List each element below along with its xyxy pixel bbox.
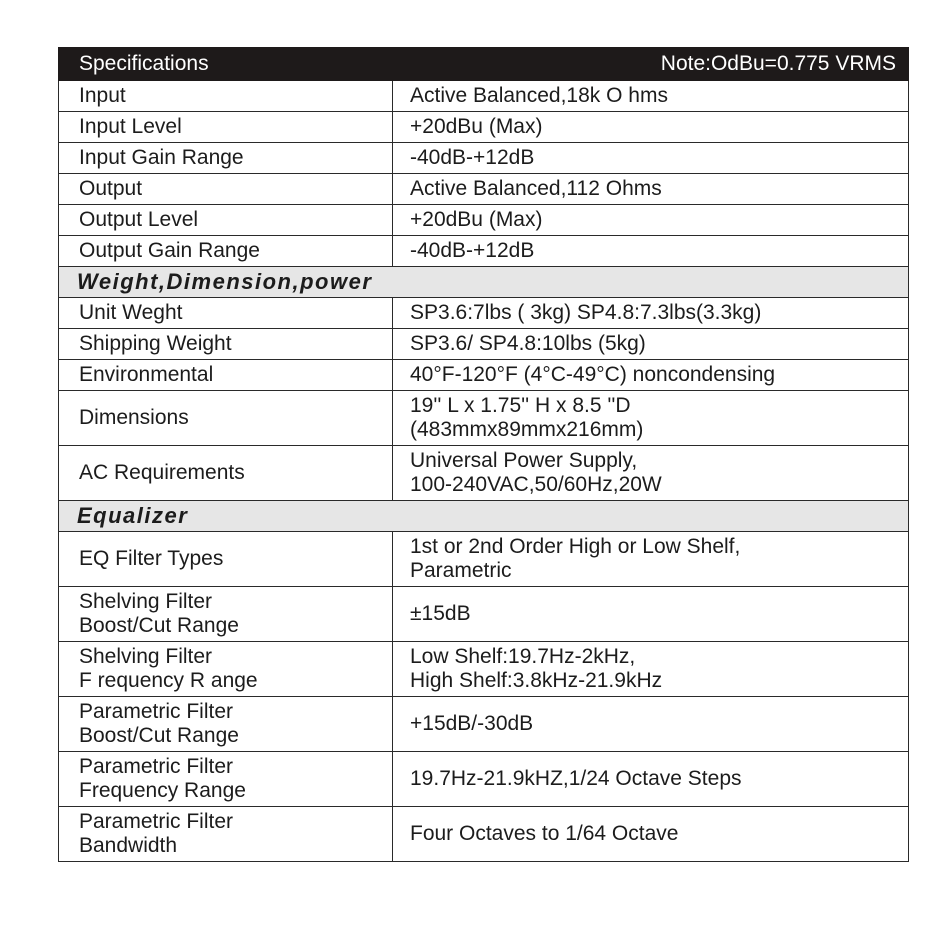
spec-value: 1st or 2nd Order High or Low Shelf, Parametric [393, 532, 909, 587]
spec-value: 19'' L x 1.75'' H x 8.5 ''D (483mmx89mmx216mm) [393, 391, 909, 446]
table-title: Specifications [59, 48, 393, 81]
table-row [59, 752, 909, 807]
spec-value: Active Balanced,18k O hms [393, 81, 909, 112]
table-note: Note:OdBu=0.775 VRMS [393, 48, 909, 81]
table-row [59, 642, 909, 697]
table-row [59, 236, 909, 267]
spec-label: Shipping Weight [59, 329, 393, 360]
spec-label: EQ Filter Types [59, 532, 393, 587]
spec-label: Shelving Filter Boost/Cut Range [59, 587, 393, 642]
spec-label: Parametric Filter Frequency Range [59, 752, 393, 807]
spec-value: 19.7Hz-21.9kHZ,1/24 Octave Steps [393, 752, 909, 807]
spec-label: AC Requirements [59, 446, 393, 501]
spec-label: Input Level [59, 112, 393, 143]
spec-label: Unit Weght [59, 298, 393, 329]
table-row [59, 446, 909, 501]
spec-value: Four Octaves to 1/64 Octave [393, 807, 909, 862]
table-row [59, 329, 909, 360]
spec-value: -40dB-+12dB [393, 143, 909, 174]
table-header-row [59, 48, 909, 81]
table-row [59, 697, 909, 752]
spec-label: Output [59, 174, 393, 205]
spec-label: Shelving Filter F requency R ange [59, 642, 393, 697]
spec-label: Dimensions [59, 391, 393, 446]
spec-value: +15dB/-30dB [393, 697, 909, 752]
spec-label: Environmental [59, 360, 393, 391]
spec-value: +20dBu (Max) [393, 205, 909, 236]
table-row [59, 174, 909, 205]
table-row [59, 205, 909, 236]
specifications-table [58, 47, 909, 862]
table-row [59, 81, 909, 112]
spec-value: 40°F-120°F (4°C-49°C) noncondensing [393, 360, 909, 391]
table-row [59, 587, 909, 642]
table-row [59, 298, 909, 329]
spec-value: ±15dB [393, 587, 909, 642]
table-row [59, 532, 909, 587]
spec-value: -40dB-+12dB [393, 236, 909, 267]
spec-value: SP3.6/ SP4.8:10lbs (5kg) [393, 329, 909, 360]
table-row [59, 391, 909, 446]
table-row [59, 112, 909, 143]
section-title: Equalizer [59, 501, 909, 532]
spec-value: SP3.6:7lbs ( 3kg) SP4.8:7.3lbs(3.3kg) [393, 298, 909, 329]
section-title: Weight,Dimension,power [59, 267, 909, 298]
spec-value: Low Shelf:19.7Hz-2kHz, High Shelf:3.8kHz-21.9kHz [393, 642, 909, 697]
spec-label: Output Level [59, 205, 393, 236]
table-row [59, 143, 909, 174]
spec-value: Universal Power Supply, 100-240VAC,50/60Hz,20W [393, 446, 909, 501]
spec-label: Parametric Filter Boost/Cut Range [59, 697, 393, 752]
section-header-weight [59, 267, 909, 298]
spec-value: +20dBu (Max) [393, 112, 909, 143]
spec-value: Active Balanced,112 Ohms [393, 174, 909, 205]
section-header-equalizer [59, 501, 909, 532]
table-row [59, 360, 909, 391]
spec-label: Input Gain Range [59, 143, 393, 174]
spec-label: Output Gain Range [59, 236, 393, 267]
spec-label: Input [59, 81, 393, 112]
table-row [59, 807, 909, 862]
spec-label: Parametric Filter Bandwidth [59, 807, 393, 862]
